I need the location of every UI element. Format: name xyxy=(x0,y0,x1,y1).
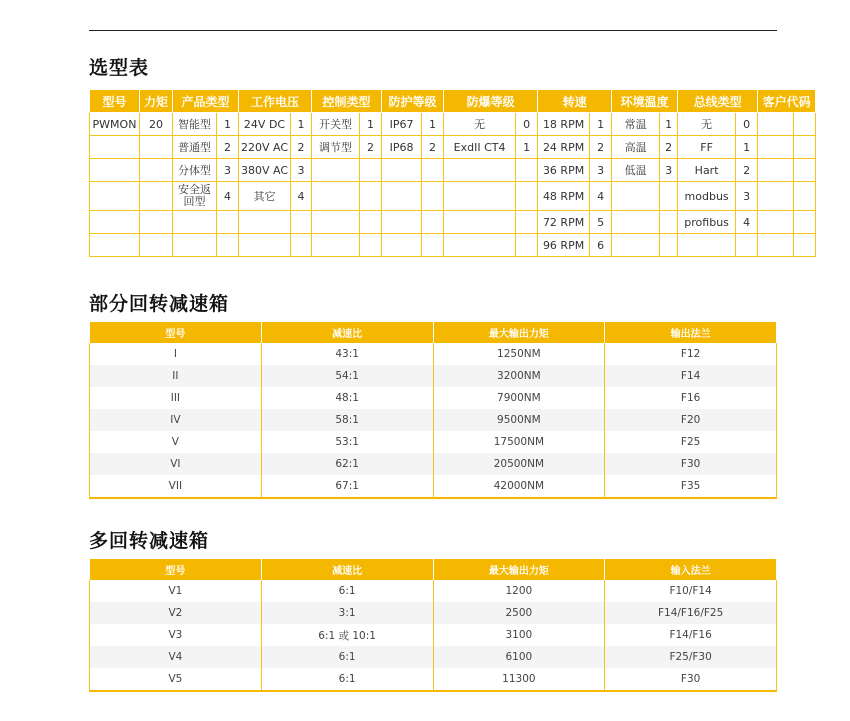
table-cell xyxy=(312,211,360,234)
table-cell: 6:1 xyxy=(261,580,433,602)
header-customer-code: 客户代码 xyxy=(758,90,816,113)
table-cell: FF xyxy=(678,136,736,159)
table-cell xyxy=(444,234,516,257)
header-input-flange: 输入法兰 xyxy=(605,559,777,580)
table-cell: 48:1 xyxy=(261,387,433,409)
table-cell: 2500 xyxy=(433,602,605,624)
header-max-output-torque: 最大输出力矩 xyxy=(433,559,605,580)
table-row xyxy=(90,159,816,182)
table-cell: 4 xyxy=(736,211,758,234)
table-cell: VII xyxy=(90,475,262,498)
table-cell: IP68 xyxy=(382,136,422,159)
table-cell: 2 xyxy=(217,136,239,159)
header-temperature: 环境温度 xyxy=(612,90,678,113)
partial-gearbox-title: 部分回转减速箱 xyxy=(89,293,230,315)
table-cell: ExdII CT4 xyxy=(444,136,516,159)
table-cell xyxy=(382,211,422,234)
table-cell: 0 xyxy=(736,113,758,136)
table-cell xyxy=(758,113,794,136)
table-cell: 2 xyxy=(660,136,678,159)
table-cell: 6 xyxy=(590,234,612,257)
table-cell xyxy=(422,159,444,182)
table-cell xyxy=(360,159,382,182)
table-cell: 24 RPM xyxy=(538,136,590,159)
table-cell xyxy=(90,234,140,257)
table-cell: 普通型 xyxy=(173,136,217,159)
table-cell xyxy=(516,211,538,234)
table-cell xyxy=(794,136,816,159)
table-cell xyxy=(422,234,444,257)
table-cell: 24V DC xyxy=(239,113,291,136)
table-cell: F25/F30 xyxy=(605,646,777,668)
table-cell: 2 xyxy=(736,159,758,182)
table-cell xyxy=(239,211,291,234)
table-cell: 1 xyxy=(516,136,538,159)
table-row xyxy=(90,668,777,691)
table-cell xyxy=(758,159,794,182)
table-cell: 1 xyxy=(360,113,382,136)
table-cell xyxy=(660,211,678,234)
table-cell: Hart xyxy=(678,159,736,182)
table-cell xyxy=(794,182,816,211)
table-cell xyxy=(794,211,816,234)
table-cell xyxy=(90,136,140,159)
table-cell: 3 xyxy=(736,182,758,211)
table-cell: 2 xyxy=(422,136,444,159)
table-row xyxy=(90,646,777,668)
table-row xyxy=(90,624,777,646)
header-bus-type: 总线类型 xyxy=(678,90,758,113)
table-cell xyxy=(360,211,382,234)
table-cell: F30 xyxy=(605,668,777,691)
table-cell: 53:1 xyxy=(261,431,433,453)
table-cell xyxy=(794,159,816,182)
multi-gearbox-table xyxy=(89,559,777,692)
table-cell: F25 xyxy=(605,431,777,453)
table-cell: 1250NM xyxy=(433,343,605,365)
table-cell: 20 xyxy=(140,113,173,136)
table-cell: 1 xyxy=(590,113,612,136)
table-cell: III xyxy=(90,387,262,409)
table-cell: 3200NM xyxy=(433,365,605,387)
table-cell xyxy=(660,234,678,257)
table-cell: F20 xyxy=(605,409,777,431)
table-cell: V3 xyxy=(90,624,262,646)
table-cell xyxy=(360,234,382,257)
table-cell xyxy=(444,182,516,211)
table-cell: V1 xyxy=(90,580,262,602)
table-cell: 4 xyxy=(590,182,612,211)
table-cell xyxy=(758,136,794,159)
table-cell xyxy=(794,113,816,136)
table-cell xyxy=(758,211,794,234)
table-cell: 开关型 xyxy=(312,113,360,136)
table-cell: 67:1 xyxy=(261,475,433,498)
table-cell: 17500NM xyxy=(433,431,605,453)
table-row xyxy=(90,431,777,453)
table-cell: 低温 xyxy=(612,159,660,182)
table-cell: F12 xyxy=(605,343,777,365)
header-model: 型号 xyxy=(90,90,140,113)
table-cell xyxy=(516,234,538,257)
table-cell: profibus xyxy=(678,211,736,234)
header-ratio: 减速比 xyxy=(261,322,433,343)
table-cell xyxy=(612,182,660,211)
table-row xyxy=(90,580,777,602)
table-cell: 2 xyxy=(360,136,382,159)
header-voltage: 工作电压 xyxy=(239,90,312,113)
table-cell xyxy=(444,159,516,182)
table-cell: 72 RPM xyxy=(538,211,590,234)
table-cell: VI xyxy=(90,453,262,475)
table-cell: modbus xyxy=(678,182,736,211)
table-cell xyxy=(382,159,422,182)
header-ratio: 减速比 xyxy=(261,559,433,580)
table-cell: 380V AC xyxy=(239,159,291,182)
table-row xyxy=(90,234,816,257)
table-row xyxy=(90,113,816,136)
table-cell: 1 xyxy=(736,136,758,159)
table-cell: 9500NM xyxy=(433,409,605,431)
table-cell: 20500NM xyxy=(433,453,605,475)
table-cell: IV xyxy=(90,409,262,431)
header-product-type: 产品类型 xyxy=(173,90,239,113)
table-cell: F14 xyxy=(605,365,777,387)
table-cell: 4 xyxy=(217,182,239,211)
table-cell xyxy=(173,234,217,257)
selection-table-title: 选型表 xyxy=(89,57,150,79)
table-cell xyxy=(90,182,140,211)
top-divider xyxy=(89,30,777,31)
table-cell: 6:1 xyxy=(261,668,433,691)
table-cell: 96 RPM xyxy=(538,234,590,257)
table-cell: IP67 xyxy=(382,113,422,136)
table-cell: V xyxy=(90,431,262,453)
table-cell: 分体型 xyxy=(173,159,217,182)
table-cell: 54:1 xyxy=(261,365,433,387)
table-cell xyxy=(140,182,173,211)
table-cell: 4 xyxy=(291,182,312,211)
table-cell xyxy=(758,182,794,211)
table-cell xyxy=(360,182,382,211)
header-max-output-torque: 最大输出力矩 xyxy=(433,322,605,343)
header-torque: 力矩 xyxy=(140,90,173,113)
table-cell: 3 xyxy=(217,159,239,182)
table-cell: 3 xyxy=(590,159,612,182)
table-cell: 11300 xyxy=(433,668,605,691)
table-cell: 调节型 xyxy=(312,136,360,159)
table-cell xyxy=(239,234,291,257)
table-cell xyxy=(422,182,444,211)
table-cell xyxy=(90,159,140,182)
header-protection: 防护等级 xyxy=(382,90,444,113)
table-cell xyxy=(312,182,360,211)
table-cell xyxy=(758,234,794,257)
multi-header-row xyxy=(90,559,777,580)
table-cell: I xyxy=(90,343,262,365)
table-cell xyxy=(516,159,538,182)
table-cell: 无 xyxy=(678,113,736,136)
table-cell: 3:1 xyxy=(261,602,433,624)
table-cell: F14/F16/F25 xyxy=(605,602,777,624)
header-model: 型号 xyxy=(90,559,262,580)
table-cell xyxy=(660,182,678,211)
table-cell: 6100 xyxy=(433,646,605,668)
table-cell: V2 xyxy=(90,602,262,624)
table-cell xyxy=(444,211,516,234)
table-cell xyxy=(291,211,312,234)
table-cell xyxy=(422,211,444,234)
table-cell: 36 RPM xyxy=(538,159,590,182)
table-cell: II xyxy=(90,365,262,387)
header-model: 型号 xyxy=(90,322,262,343)
partial-header-row xyxy=(90,322,777,343)
table-cell: F16 xyxy=(605,387,777,409)
table-cell xyxy=(140,136,173,159)
table-row xyxy=(90,453,777,475)
table-cell xyxy=(140,211,173,234)
table-cell: 58:1 xyxy=(261,409,433,431)
table-cell: 0 xyxy=(516,113,538,136)
table-cell xyxy=(382,182,422,211)
table-cell: 220V AC xyxy=(239,136,291,159)
table-cell: 43:1 xyxy=(261,343,433,365)
table-cell: F14/F16 xyxy=(605,624,777,646)
table-cell xyxy=(382,234,422,257)
table-cell: 1 xyxy=(291,113,312,136)
table-cell: 42000NM xyxy=(433,475,605,498)
table-cell xyxy=(173,211,217,234)
table-cell: 3100 xyxy=(433,624,605,646)
table-cell: 6:1 xyxy=(261,646,433,668)
table-cell: 1 xyxy=(422,113,444,136)
table-row xyxy=(90,182,816,211)
table-cell: 5 xyxy=(590,211,612,234)
table-row xyxy=(90,343,777,365)
selection-header-row xyxy=(90,90,816,113)
table-cell xyxy=(140,234,173,257)
table-cell: 1 xyxy=(217,113,239,136)
table-cell: 安全返回型 xyxy=(173,182,217,211)
table-cell xyxy=(794,234,816,257)
header-explosion-proof: 防爆等级 xyxy=(444,90,538,113)
multi-gearbox-title: 多回转减速箱 xyxy=(89,530,210,552)
table-cell xyxy=(516,182,538,211)
table-cell: 62:1 xyxy=(261,453,433,475)
table-row xyxy=(90,475,777,498)
table-cell xyxy=(612,234,660,257)
partial-gearbox-table xyxy=(89,322,777,499)
table-cell: 智能型 xyxy=(173,113,217,136)
table-cell: F10/F14 xyxy=(605,580,777,602)
table-row xyxy=(90,211,816,234)
table-cell: 其它 xyxy=(239,182,291,211)
table-cell xyxy=(217,211,239,234)
table-cell xyxy=(312,159,360,182)
table-cell xyxy=(90,211,140,234)
table-row xyxy=(90,602,777,624)
table-cell: F30 xyxy=(605,453,777,475)
table-cell xyxy=(736,234,758,257)
table-cell: V4 xyxy=(90,646,262,668)
table-cell: 1 xyxy=(660,113,678,136)
selection-table xyxy=(89,89,816,257)
table-cell: 3 xyxy=(291,159,312,182)
header-speed: 转速 xyxy=(538,90,612,113)
table-cell: F35 xyxy=(605,475,777,498)
table-cell xyxy=(217,234,239,257)
table-row xyxy=(90,365,777,387)
table-cell: 1200 xyxy=(433,580,605,602)
table-cell: 7900NM xyxy=(433,387,605,409)
table-cell: V5 xyxy=(90,668,262,691)
table-cell: 2 xyxy=(590,136,612,159)
table-cell xyxy=(612,211,660,234)
table-cell: 无 xyxy=(444,113,516,136)
table-cell xyxy=(312,234,360,257)
table-cell: 18 RPM xyxy=(538,113,590,136)
table-cell: 高温 xyxy=(612,136,660,159)
table-cell: PWMON xyxy=(90,113,140,136)
table-cell: 48 RPM xyxy=(538,182,590,211)
table-cell xyxy=(140,159,173,182)
table-row xyxy=(90,136,816,159)
table-row xyxy=(90,387,777,409)
table-cell: 2 xyxy=(291,136,312,159)
table-cell xyxy=(678,234,736,257)
header-output-flange: 输出法兰 xyxy=(605,322,777,343)
table-cell: 3 xyxy=(660,159,678,182)
table-cell xyxy=(291,234,312,257)
table-row xyxy=(90,409,777,431)
table-cell: 6:1 或 10:1 xyxy=(261,624,433,646)
header-control-type: 控制类型 xyxy=(312,90,382,113)
table-cell: 常温 xyxy=(612,113,660,136)
